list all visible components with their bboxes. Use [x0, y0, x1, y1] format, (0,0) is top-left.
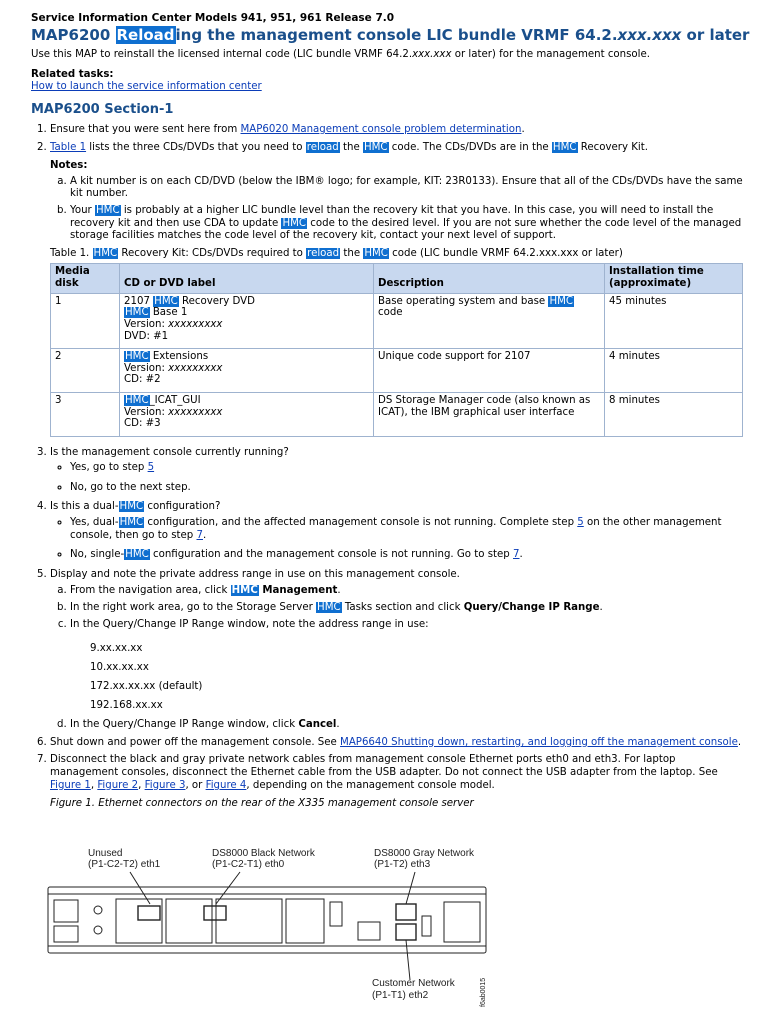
col-header: CD or DVD label	[120, 263, 374, 293]
step7-link[interactable]: 7	[196, 529, 203, 541]
step5-b: b. In the right work area, go to the Storage Server HMC Tasks section and click Query/Change IP Range.	[70, 602, 743, 615]
table-row: 2 HMC Extensions Version: xxxxxxxxx CD: #2 Unique code support for 2107 4 minutes	[51, 349, 743, 393]
recovery-kit-table	[50, 263, 743, 437]
figure-caption: Figure 1. Ethernet connectors on the rear of the X335 management console server	[50, 798, 474, 810]
note-a: a. A kit number is on each CD/DVD (below the IBM® logo; for example, KIT: 23R0133). Ensure that all of the CDs/DVDs have the same kit number.	[70, 176, 743, 201]
step-2: 2. Table 1 lists the three CDs/DVDs that you need to reload the HMC code. The CDs/DVDs are in the HMC Recovery Kit. Notes: a. A kit number is on each CD/DVD (below the IBM® logo; for example, KIT: 23R0133). Ensure that all of the CDs/DVDs have the same kit number. b. Your HMC is probably at a higher LIC bundle level than the recovery kit that you have. In this case, you will need to install the recovery kit and then use CDA to update HMC code to the desired level. If you are not sure whether the code level of the managed storage facilities matches the code level of the recovery kit, contact your next level of support. Table 1. HMC Recovery Kit: CDs/DVDs required to reload the HMC code (LIC bundle VRMF 64.2.xxx.xxx or later) Media disk CD or DVD label Description Installation time (approximate) 1 2107 HMC Recovery DVD HMC Base 1 Version: xxxxxxxxx DVD: #1 Base operating system and base HMC code 45 minutes 2 HMC Extensions Version: xxxxxxxxx CD: #2 Unique code support for 2107 4 minutes 3 HMC_ICAT_GUI Version: xxxxxxxxx CD: #3 DS Storage Manager code (also known as ICAT), the IBM graphical user interface 8 minutes	[50, 142, 743, 437]
table-caption: Table 1. HMC Recovery Kit: CDs/DVDs required to reload the HMC code (LIC bundle VRMF 64.2.xxx.xxx or later)	[50, 247, 623, 259]
svg-text:(P1-T2) eth3: (P1-T2) eth3	[374, 859, 431, 870]
doc-header-title: Service Information Center Models 941, 951, 961 Release 7.0	[31, 12, 395, 24]
page-title: MAP6200 Reloading the management console LIC bundle VRMF 64.2.xxx.xxx or later	[31, 26, 750, 44]
procedure-steps	[31, 124, 743, 811]
figure1-link[interactable]: Figure 1	[50, 779, 91, 791]
svg-text:(P1-C2-T2) eth1: (P1-C2-T2) eth1	[88, 859, 161, 870]
section-title: MAP6200 Section-1	[31, 102, 174, 117]
svg-text:Customer Network: Customer Network	[372, 978, 455, 989]
document	[31, 12, 750, 816]
note-b: b. Your HMC is probably at a higher LIC bundle level than the recovery kit that you have. In this case, you will need to install the recovery kit and then use CDA to update HMC code to the desired level. If you are not sure whether the code level of the managed storage facilities matches the code level of the recovery kit, contact your next level of support.	[70, 205, 743, 243]
ethernet-connectors-figure	[40, 832, 510, 1024]
step-5: 5. Display and note the private address range in use on this management console. a. From the navigation area, click HMC Management. b. In the right work area, go to the Storage Server HMC Tasks section and click Query/Change IP Range. c. In the Query/Change IP Range window, note the address range in use: 9.xx.xx.xx 10.xx.xx.xx 172.xx.xx.xx (default) 192.168.xx.xx d. In the Query/Change IP Range window, click Cancel.	[50, 569, 743, 732]
step5-a: a. From the navigation area, click HMC Management.	[70, 585, 743, 598]
figure4-link[interactable]: Figure 4	[205, 779, 247, 791]
map6640-link[interactable]: MAP6640 Shutting down, restarting, and logging off the management console	[340, 736, 738, 748]
related-task-link[interactable]: How to launch the service information center	[31, 81, 262, 92]
step4-yes: ◦ Yes, dual-HMC configuration, and the affected management console is not running. Complete step 5 on the other management console, then go to step 7.	[70, 517, 743, 542]
address-list: 9.xx.xx.xx 10.xx.xx.xx 172.xx.xx.xx (default) 192.168.xx.xx	[90, 643, 203, 712]
col-header: Description	[374, 263, 605, 293]
table1-link[interactable]: Table 1	[50, 141, 87, 153]
step7-link[interactable]: 7	[513, 549, 520, 561]
svg-text:DS8000 Gray Network: DS8000 Gray Network	[374, 848, 475, 859]
figure2-link[interactable]: Figure 2	[97, 779, 139, 791]
search-highlight: Reload	[116, 26, 175, 44]
step-1: 1. Ensure that you were sent here from MAP6020 Management console problem determination.	[50, 124, 743, 137]
table-row: 3 HMC_ICAT_GUI Version: xxxxxxxxx CD: #3 DS Storage Manager code (also known as ICAT), the IBM graphical user interface 8 minutes	[51, 392, 743, 436]
step-6: 6. Shut down and power off the management console. See MAP6640 Shutting down, restarting, and logging off the management console.	[50, 737, 743, 750]
step5-link[interactable]: 5	[147, 462, 155, 474]
step3-yes: ◦ Yes, go to step 5	[70, 462, 743, 475]
step-4: 4. Is this a dual-HMC configuration? ◦ Yes, dual-HMC configuration, and the affected management console is not running. Complete step 5 on the other management console, then go to step 7. ◦ No, single-HMC configuration and the management console is not running. Go to step 7.	[50, 501, 743, 561]
step-7: 7. Disconnect the black and gray private network cables from management console Ethernet ports eth0 and eth3. For laptop management consoles, disconnect the Ethernet cable from the USB adapter. Do not connect the USB adapter from the laptop. See Figure 1, Figure 2, Figure 3, or Figure 4, depending on the management console model. Figure 1. Ethernet connectors on the rear of the X335 management console server	[50, 754, 743, 810]
svg-text:f6ab0015: f6ab0015	[480, 977, 487, 1007]
col-header: Installation time (approximate)	[605, 263, 743, 293]
svg-text:(P1-T1) eth2: (P1-T1) eth2	[372, 990, 429, 1001]
step3-no: ◦ No, go to the next step.	[70, 482, 743, 495]
notes-label: Notes:	[50, 160, 88, 172]
intro-paragraph: Use this MAP to reinstall the licensed internal code (LIC bundle VRMF 64.2.xxx.xxx or later) for the management console.	[31, 49, 650, 60]
step-3: 3. Is the management console currently running? ◦ Yes, go to step 5 ◦ No, go to the next step.	[50, 447, 743, 495]
table-row: 1 2107 HMC Recovery DVD HMC Base 1 Version: xxxxxxxxx DVD: #1 Base operating system and base HMC code 45 minutes	[51, 293, 743, 348]
notes-list	[50, 176, 743, 243]
svg-text:DS8000 Black Network: DS8000 Black Network	[212, 848, 315, 859]
col-header: Media disk	[51, 263, 120, 293]
figure3-link[interactable]: Figure 3	[144, 779, 186, 791]
svg-text:Unused: Unused	[88, 848, 123, 859]
step5-link[interactable]: 5	[577, 517, 584, 529]
step5-c: c. In the Query/Change IP Range window, note the address range in use: 9.xx.xx.xx 10.xx.xx.xx 172.xx.xx.xx (default) 192.168.xx.xx	[70, 619, 743, 716]
related-tasks-label: Related tasks:	[31, 69, 114, 80]
map6020-link[interactable]: MAP6020 Management console problem determination	[240, 124, 522, 135]
step4-no: ◦ No, single-HMC configuration and the management console is not running. Go to step 7.	[70, 549, 743, 562]
svg-text:(P1-C2-T1) eth0: (P1-C2-T1) eth0	[212, 859, 285, 870]
step5-d: d. In the Query/Change IP Range window, click Cancel.	[70, 719, 743, 732]
